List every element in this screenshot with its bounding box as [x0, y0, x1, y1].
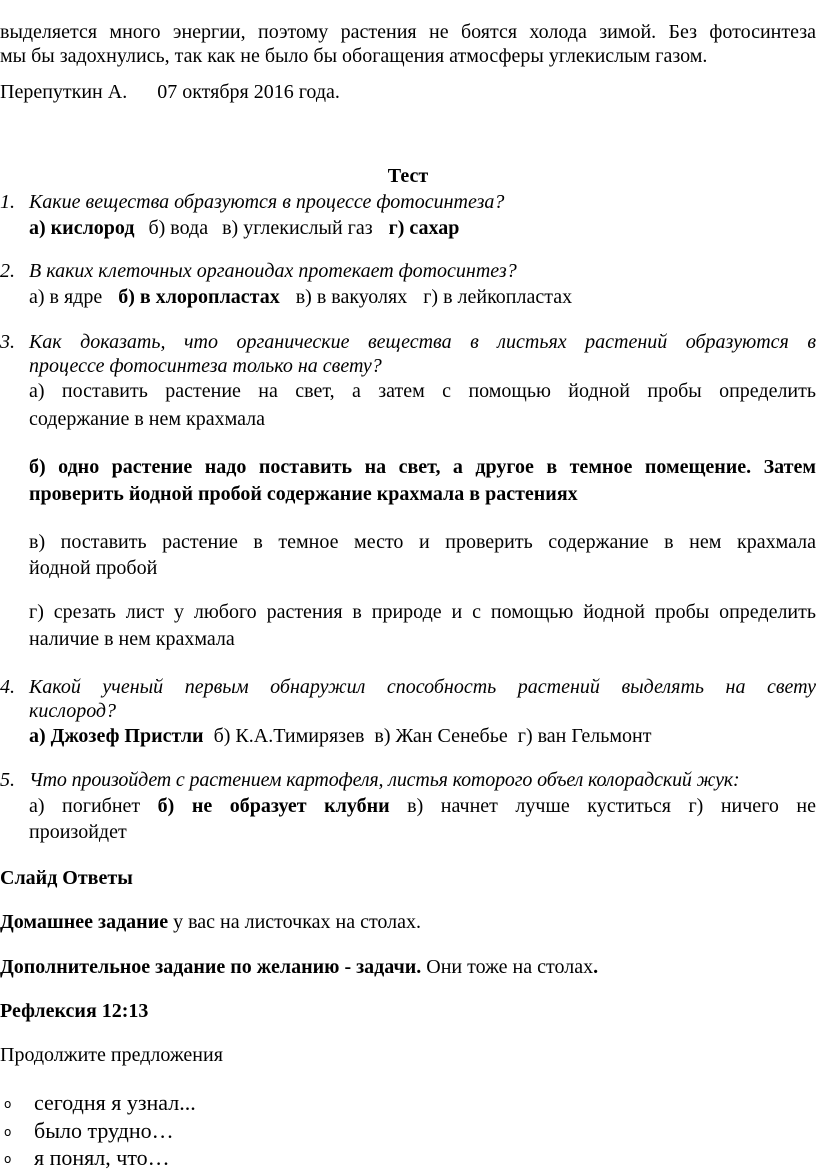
slide-answers: Слайд Ответы [0, 867, 133, 889]
continue-prompt: Продолжите предложения [0, 1044, 223, 1066]
q5-answer-d-line-2: произойдет [29, 821, 127, 843]
bullet-marker-1: o [4, 1097, 12, 1111]
q2-answer-b: б) в хлоропластах [118, 286, 280, 308]
q1-answer-c: в) углекислый газ [222, 217, 373, 239]
q5-answer-a: а) погибнет [29, 795, 141, 817]
intro-line-2: мы бы задохнулись, так как не было бы обогащения атмосферы углекислым газом. [0, 45, 708, 67]
q3-text-line-1: Как доказать, что органические вещества в листьях растений образуются в [29, 331, 816, 353]
q4-text-line-1: Какой ученый первым обнаружил способность растений выделять на свету [29, 676, 816, 698]
q3-answer-b-line-1: б) одно растение надо поставить на свет, а другое в темное помещение. Затем [29, 456, 816, 478]
q4-answer-d: г) ван Гельмонт [517, 725, 652, 747]
q2-text: В каких клеточных органоидах протекает фотосинтез? [29, 260, 517, 282]
q5-answer-c: в) начнет лучше куститься [407, 795, 671, 817]
homework-label: Домашнее задание [0, 911, 169, 933]
q4-number: 4. [0, 676, 15, 698]
q3-answer-d-line-1: г) срезать лист у любого растения в природе и с помощью йодной пробы определить [29, 601, 816, 623]
q2-answer-c: в) в вакуолях [295, 286, 408, 308]
q4-answers [29, 724, 651, 748]
extra-task-line [0, 955, 598, 979]
q5-answer-b: б) не образует клубни [157, 795, 390, 817]
homework-line [0, 910, 421, 934]
bullet-item-2: было трудно… [34, 1118, 174, 1143]
q3-number: 3. [0, 331, 15, 353]
q3-answer-a-line-1: а) поставить растение на свет, а затем с помощью йодной пробы определить [29, 380, 816, 402]
q3-answer-c-line-2: йодной пробой [29, 557, 158, 579]
homework-text: у вас на листочках на столах. [168, 911, 422, 933]
extra-task-text: Они тоже на столах [421, 956, 594, 978]
q2-number: 2. [0, 260, 15, 282]
extra-task-end: . [593, 956, 599, 978]
q4-answer-a: а) Джозеф Пристли [29, 725, 204, 747]
q1-answer-b: б) вода [148, 217, 209, 239]
reflection-heading: Рефлексия 12:13 [0, 1000, 149, 1022]
bullet-item-1: сегодня я узнал... [34, 1090, 196, 1115]
q5-answer-d: г) ничего не [688, 795, 816, 817]
q3-text-line-2: процессе фотосинтеза только на свету? [29, 355, 382, 377]
q2-answer-d: г) в лейкопластах [423, 286, 573, 308]
intro-line-1: выделяется много энергии, поэтому растения не боятся холода зимой. Без фотосинтеза [0, 21, 816, 43]
q4-text-line-2: кислород? [29, 700, 117, 722]
q3-answer-b-line-2: проверить йодной пробой содержание крахмала в растениях [29, 483, 578, 505]
q2-answer-a: а) в ядре [29, 286, 103, 308]
bullet-marker-2: o [4, 1125, 12, 1139]
q3-answer-c-line-1: в) поставить растение в темное место и проверить содержание в нем крахмала [29, 531, 816, 553]
q1-number: 1. [0, 191, 15, 213]
author-date: 07 октября 2016 года. [157, 81, 340, 103]
author-name: Перепуткин А. [0, 81, 128, 103]
q1-text: Какие вещества образуются в процессе фотосинтеза? [29, 191, 505, 213]
test-title: Тест [387, 165, 429, 187]
q1-answer-d: г) сахар [388, 217, 460, 239]
q5-answers [29, 794, 816, 818]
q4-answer-c: в) Жан Сенебье [374, 725, 508, 747]
q1-answers [29, 216, 459, 240]
q1-answer-a: а) кислород [29, 217, 135, 239]
author-line [0, 80, 340, 104]
q3-answer-d-line-2: наличие в нем крахмала [29, 628, 235, 650]
q5-number: 5. [0, 769, 15, 791]
q2-answers [29, 285, 572, 309]
q5-text: Что произойдет с растением картофеля, листья которого объел колорадский жук: [29, 769, 740, 791]
extra-task-label: Дополнительное задание по желанию - задачи. [0, 956, 422, 978]
bullet-item-3: я понял, что… [34, 1145, 170, 1170]
bullet-marker-3: o [4, 1152, 12, 1166]
q3-answer-a-line-2: содержание в нем крахмала [29, 408, 266, 430]
q4-answer-b: б) К.А.Тимирязев [213, 725, 365, 747]
